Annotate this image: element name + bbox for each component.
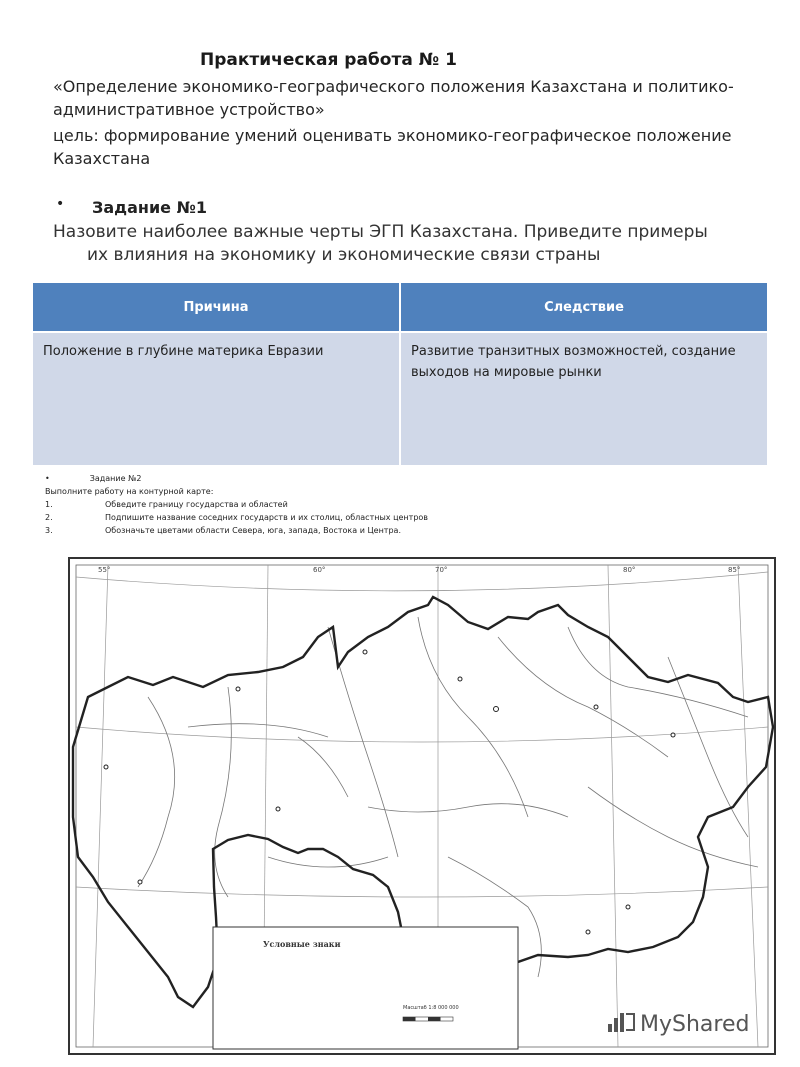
longitude-label: 55° (98, 566, 111, 574)
myshared-logo-icon (606, 1010, 636, 1040)
task2-block (45, 472, 565, 537)
table-cell-cause: Положение в глубине материка Евразии (33, 332, 400, 465)
myshared-watermark-text: MyShared (640, 1012, 750, 1037)
task2-bullet: • (45, 474, 50, 483)
list-item (45, 524, 565, 537)
list-item-number: 1. (45, 500, 53, 509)
longitude-label: 60° (313, 566, 326, 574)
legend-box (213, 927, 518, 1049)
task1-text-line2: их влияния на экономику и экономические связи страны (87, 245, 601, 265)
list-item (45, 498, 565, 511)
page-title: Практическая работа № 1 (200, 50, 457, 70)
table-cell-effect: Развитие транзитных возможностей, создание выходов на мировые рынки (400, 332, 767, 465)
list-item-text: Обозначьте цветами области Севера, юга, запада, Востока и Центра. (105, 526, 401, 535)
task2-intro: Выполните работу на контурной карте: (45, 487, 214, 496)
table-row (33, 332, 767, 465)
legend-title: Условные знаки (263, 939, 341, 949)
map-scale-segment (428, 1017, 441, 1021)
list-item (45, 511, 565, 524)
longitude-label: 70° (435, 566, 448, 574)
contour-map-svg (68, 557, 776, 1055)
longitude-label: 85° (728, 566, 741, 574)
column-header-cause: Причина (33, 283, 400, 332)
work-goal: цель: формирование умений оценивать экономико-географическое положение Казахстана (53, 126, 732, 168)
task1-text (53, 221, 773, 267)
task1-heading: Задание №1 (92, 198, 207, 217)
longitude-label: 80° (623, 566, 636, 574)
map-scale-segment (403, 1017, 416, 1021)
task1-bullet: • (56, 196, 65, 212)
list-item-text: Подпишите название соседних государств и их столиц, областных центров (105, 513, 429, 522)
list-item-number: 2. (45, 513, 53, 522)
map-scale-label: Масштаб 1:8 000 000 (403, 1005, 459, 1011)
contour-map (68, 557, 776, 1055)
egp-table (33, 283, 767, 465)
task2-heading: Задание №2 (89, 474, 142, 483)
column-header-effect: Следствие (400, 283, 767, 332)
task1-text-line1: Назовите наиболее важные черты ЭГП Казахстана. Приведите примеры (53, 222, 708, 242)
list-item-number: 3. (45, 526, 53, 535)
work-subtitle: «Определение экономико-географического положения Казахстана и политико-административное устройство» (53, 77, 734, 119)
table-header-row (33, 283, 767, 332)
list-item-text: Обведите границу государства и областей (105, 500, 288, 509)
myshared-watermark (606, 1010, 749, 1040)
